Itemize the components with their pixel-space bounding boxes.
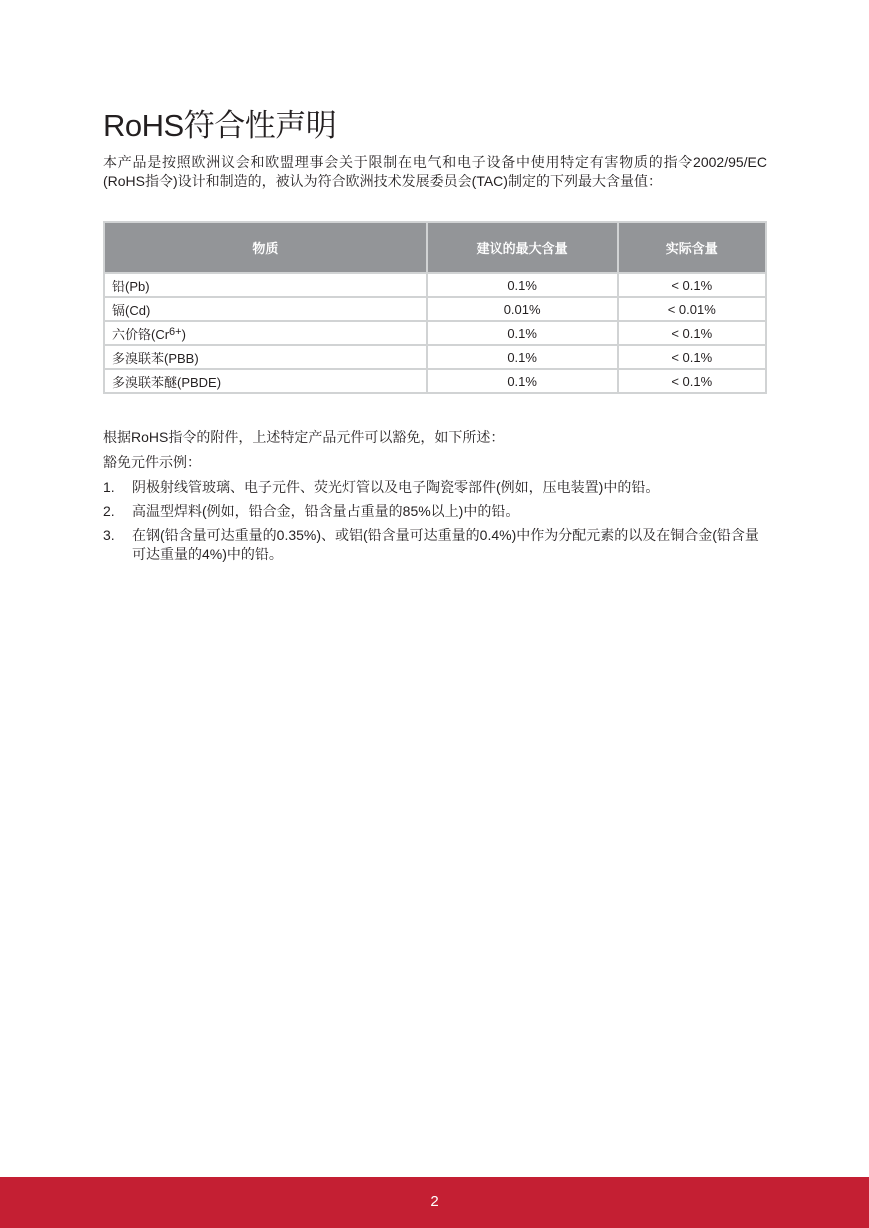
max-content-cell: 0.1% — [427, 273, 618, 297]
list-item — [103, 526, 767, 564]
max-content-cell: 0.01% — [427, 297, 618, 321]
footer-bar — [0, 1177, 869, 1228]
list-text: 阴极射线管玻璃、电子元件、荧光灯管以及电子陶瓷零部件(例如，压电装置)中的铅。 — [132, 479, 660, 495]
exemptions-section — [103, 428, 767, 569]
examples-heading: 豁免元件示例： — [103, 454, 201, 470]
table-row — [104, 345, 766, 369]
table-row — [104, 369, 766, 393]
table-header-row — [104, 222, 766, 273]
list-item — [103, 502, 767, 521]
exemption-list — [103, 478, 767, 564]
list-number: 2. — [103, 503, 115, 519]
actual-content-cell: < 0.01% — [618, 297, 766, 321]
substance-cell: 多溴联苯(PBB) — [104, 345, 427, 369]
max-content-cell: 0.1% — [427, 345, 618, 369]
substance-cell: 多溴联苯醚(PBDE) — [104, 369, 427, 393]
actual-content-cell: < 0.1% — [618, 345, 766, 369]
actual-content-cell: < 0.1% — [618, 273, 766, 297]
header-substance: 物质 — [104, 222, 427, 273]
header-actual-content: 实际含量 — [618, 222, 766, 273]
table-row — [104, 321, 766, 345]
table-row — [104, 273, 766, 297]
actual-content-cell: < 0.1% — [618, 321, 766, 345]
substance-cell: 镉(Cd) — [104, 297, 427, 321]
list-text: 在钢(铅含量可达重量的0.35%)、或铝(铅含量可达重量的0.4%)中作为分配元素的以及在铜合金(铅含量可达重量的4%)中的铅。 — [132, 527, 759, 562]
max-content-cell: 0.1% — [427, 321, 618, 345]
table-row — [104, 297, 766, 321]
list-text: 高温型焊料(例如，铅合金，铅含量占重量的85%以上)中的铅。 — [132, 503, 520, 519]
list-number: 1. — [103, 479, 115, 495]
page-title: RoHS符合性声明 — [103, 108, 337, 143]
exemption-intro: 根据RoHS指令的附件，上述特定产品元件可以豁免，如下所述： — [103, 429, 505, 445]
substance-cell: 六价铬$(Cr^{6+})$ — [104, 321, 427, 345]
substance-cell: 铅(Pb) — [104, 273, 427, 297]
page-number: 2 — [430, 1193, 439, 1210]
header-max-content: 建议的最大含量 — [427, 222, 618, 273]
list-item — [103, 478, 767, 497]
rohs-table — [103, 221, 767, 394]
actual-content-cell: < 0.1% — [618, 369, 766, 393]
list-number: 3. — [103, 527, 115, 543]
intro-paragraph: 本产品是按照欧洲议会和欧盟理事会关于限制在电气和电子设备中使用特定有害物质的指令2002/95/EC (RoHS指令)设计和制造的，被认为符合欧洲技术发展委员会(TAC)制定的下列最大含量值： — [103, 154, 767, 189]
max-content-cell: 0.1% — [427, 369, 618, 393]
